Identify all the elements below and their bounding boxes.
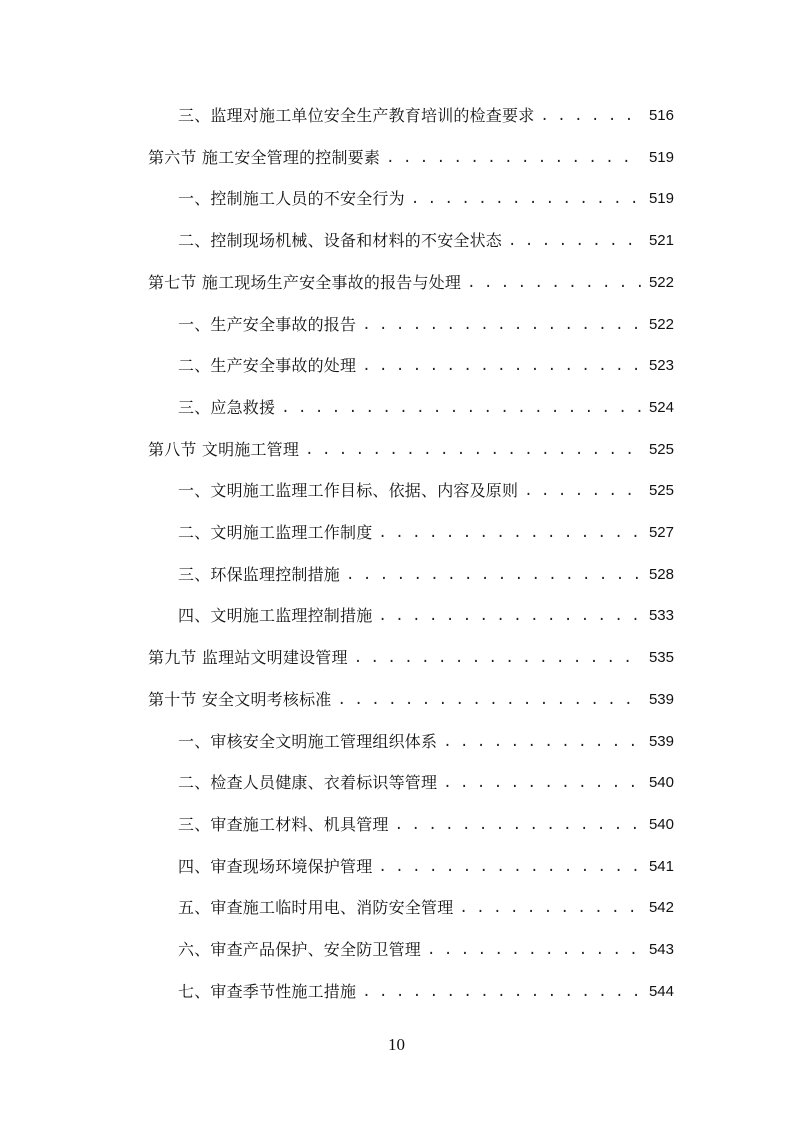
toc-entry-page-number: 542 [648,899,674,917]
toc-entry-title: 第六节 施工安全管理的控制要素 [148,147,381,167]
toc-subsection-entry[interactable] [178,561,674,589]
toc-dot-leader [305,436,642,464]
toc-entry-title: 第八节 文明施工管理 [148,439,300,459]
toc-dot-leader [427,936,642,964]
toc-entry-title: 三、环保监理控制措施 [178,564,341,584]
toc-subsection-entry[interactable] [178,853,674,881]
toc-entry-page-number: 519 [648,148,674,166]
toc-subsection-entry[interactable] [178,227,674,255]
toc-subsection-entry[interactable] [178,394,674,422]
toc-section-entry[interactable] [148,644,674,672]
toc-entry-title: 三、应急救援 [178,397,276,417]
toc-entry-title: 二、文明施工监理工作制度 [178,523,373,542]
toc-dot-leader [362,352,642,380]
toc-subsection-entry[interactable] [178,185,674,213]
toc-entry-title: 一、审核安全文明施工管理组织体系 [178,731,438,751]
toc-entry-title: 七、审查季节性施工措施 [178,981,357,1001]
toc-section-entry[interactable] [148,686,674,714]
toc-subsection-entry[interactable] [178,602,674,630]
toc-entry-page-number: 539 [648,732,674,750]
toc-dot-leader [386,144,642,172]
toc-entry-page-number: 522 [648,315,674,333]
toc-entry-page-number: 523 [648,357,674,375]
toc-subsection-entry[interactable] [178,311,674,339]
toc-dot-leader [362,978,642,1006]
toc-entry-page-number: 539 [648,690,674,708]
toc-entry-page-number: 522 [648,273,674,291]
page-number: 10 [388,1035,405,1054]
toc-dot-leader [540,102,642,130]
toc-dot-leader [378,602,642,630]
toc-entry-title: 二、生产安全事故的处理 [178,356,357,376]
toc-entry-page-number: 540 [648,815,674,833]
toc-subsection-entry[interactable] [178,769,674,797]
toc-entry-title: 二、控制现场机械、设备和材料的不安全状态 [178,231,503,251]
toc-dot-leader [378,853,642,881]
toc-entry-page-number: 533 [648,607,674,625]
toc-dot-leader [443,769,642,797]
toc-entry-page-number: 527 [648,524,674,541]
toc-subsection-entry[interactable] [178,978,674,1006]
toc-subsection-entry[interactable] [178,519,674,547]
toc-subsection-entry[interactable] [178,102,674,130]
toc-entry-page-number: 525 [648,482,674,500]
toc-dot-leader [281,394,642,422]
toc-section-entry[interactable] [148,436,674,464]
toc-dot-leader [362,311,642,339]
toc-dot-leader [354,644,642,672]
toc-entry-page-number: 543 [648,941,674,958]
toc-dot-leader [395,811,642,839]
toc-entry-title: 六、审查产品保护、安全防卫管理 [178,940,422,959]
toc-dot-leader [443,728,642,756]
toc-entry-page-number: 521 [648,232,674,250]
toc-entry-title: 第七节 施工现场生产安全事故的报告与处理 [148,272,462,292]
toc-entry-page-number: 541 [648,857,674,875]
toc-entry-title: 五、审查施工临时用电、消防安全管理 [178,898,454,918]
toc-entry-page-number: 524 [648,398,674,416]
toc-entry-title: 一、文明施工监理工作目标、依据、内容及原则 [178,481,519,501]
toc-entry-title: 四、审查现场环境保护管理 [178,856,373,876]
toc-dot-leader [346,561,642,589]
toc-dot-leader [411,185,642,213]
toc-entry-title: 一、控制施工人员的不安全行为 [178,189,405,209]
toc-entry-page-number: 519 [648,190,674,208]
toc-subsection-entry[interactable] [178,811,674,839]
toc-entry-page-number: 535 [648,649,674,667]
toc-entry-page-number: 528 [648,565,674,583]
toc-entry-title: 二、检查人员健康、衣着标识等管理 [178,773,438,793]
toc-section-entry[interactable] [148,269,674,297]
toc-entry-title: 三、审查施工材料、机具管理 [178,814,389,834]
toc-entry-title: 三、监理对施工单位安全生产教育培训的检查要求 [178,106,535,125]
toc-entry-title: 第九节 监理站文明建设管理 [148,648,348,668]
toc-subsection-entry[interactable] [178,936,674,964]
toc-section-entry[interactable] [148,144,674,172]
toc-entry-title: 一、生产安全事故的报告 [178,314,357,334]
toc-dot-leader [508,227,642,255]
toc-dot-leader [467,269,642,297]
toc-subsection-entry[interactable] [178,728,674,756]
toc-dot-leader [459,894,642,922]
toc-entry-title: 四、文明施工监理控制措施 [178,606,373,626]
toc-entry-page-number: 540 [648,774,674,792]
toc-entry-title: 第十节 安全文明考核标准 [148,689,332,709]
toc-entry-page-number: 516 [648,107,674,124]
toc-subsection-entry[interactable] [178,352,674,380]
toc-entry-page-number: 525 [648,440,674,458]
toc-subsection-entry[interactable] [178,477,674,505]
toc-dot-leader [524,477,642,505]
toc-subsection-entry[interactable] [178,894,674,922]
toc-dot-leader [338,686,643,714]
toc-dot-leader [378,519,642,547]
toc-entry-page-number: 544 [648,982,674,1000]
